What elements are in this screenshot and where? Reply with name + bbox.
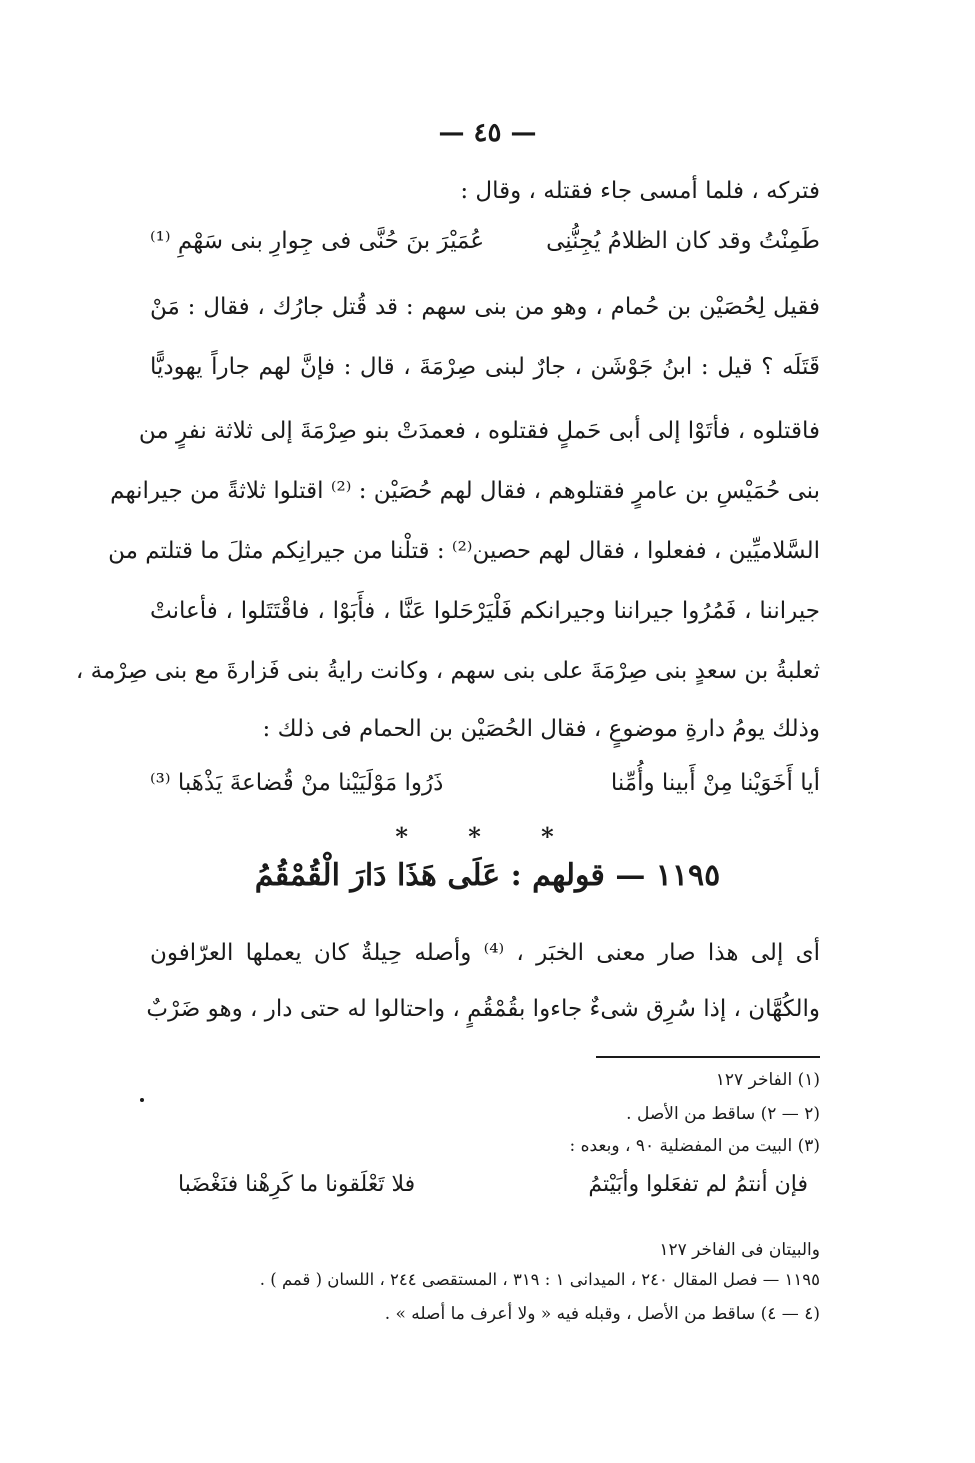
page-number: — ٤٥ — bbox=[438, 118, 537, 148]
ink-speck bbox=[140, 1098, 144, 1102]
footnote-verse bbox=[178, 1172, 808, 1197]
section-separator: * * * bbox=[395, 822, 580, 851]
entry-heading: ١١٩٥ — قولهم : عَلَى هَذَا دَارَ الْقُمْقُمُ bbox=[254, 858, 721, 893]
text-line: والكُهَّان ، إذا سُرِق شىءٌ جاءوا بقُمْقُمٍ ، واحتالوا له حتى دار ، وهو ضَرْبٌ bbox=[146, 996, 820, 1022]
verse-line bbox=[150, 770, 820, 796]
footnote-3: (٣) البيت من المفضلية ٩٠ ، وبعده : bbox=[569, 1136, 820, 1156]
footnote-1: (١) الفاخر ١٢٧ bbox=[715, 1070, 820, 1090]
text-line: ثعلبةُ بن سعدٍ بنى صِرْمَةَ على بنى سهم ، وكانت رايةُ بنى فَزارةَ مع بنى صِرْمة ، bbox=[75, 658, 820, 684]
text-line: وذلك يومُ دارةِ موضوعٍ ، فقال الحُصَيْن بن الحمام فى ذلك : bbox=[262, 716, 820, 742]
verse-first-hemistich: طَمِنْتُ وقد كان الظلامُ يُجِنُّنِى bbox=[546, 228, 820, 254]
footnote-entry-sources: ١١٩٥ — فصل المقال ٢٤٠ ، الميدانى ١ : ٣١٩ ، المستقصى ٢٤٤ ، اللسان ( قمم ) . bbox=[259, 1270, 820, 1289]
verse-second-hemistich: ذَرُوا مَوْلَيَيْنا منْ قُضاعةَ يَذْهَبا ⁽³⁾ bbox=[150, 770, 444, 796]
verse-first-hemistich: فإن أنتمُ لم تفعَلوا وأبَيْتمُ bbox=[588, 1172, 808, 1197]
footnote-3-note: والبيتان فى الفاخر ١٢٧ bbox=[659, 1240, 820, 1260]
text-line: جيراننا ، فَمُرُوا جيراننا وجيرانكم فَلْيَرْحَلوا عَنَّا ، فأَبَوْا ، فاقْتَتَلوا ، فأعانتْ bbox=[150, 598, 820, 624]
text-line: بنى حُمَيْسِ بن عامرٍ فقتلوهم ، فقال لهم حُصَيْن : ⁽²⁾ اقتلوا ثلاثةً من جيرانهم bbox=[110, 478, 820, 504]
verse-line bbox=[150, 228, 820, 254]
text-line: فاقتلوه ، فأتَوْا إلى أبى حَملٍ فقتلوه ، فعمدَتْ بنو صِرْمَةَ إلى ثلاثة نفرٍ من bbox=[138, 418, 820, 444]
verse-first-hemistich: أيا أَخَوَيْنا مِنْ أَبينا وأُمِّنا bbox=[610, 770, 820, 796]
verse-second-hemistich: فلا تَعْلَقونا ما كَرِهْنا فنَغْضَبا bbox=[178, 1172, 416, 1197]
text-line: السَّلاميِّين ، ففعلوا ، فقال لهم حصين⁽²⁾ : قتلْنا من جيرانِكم مثلَ ما قتلتم من bbox=[108, 538, 820, 564]
footnote-4: (٤ — ٤) ساقط من الأصل ، وقبله فيه « ولا أعرف ما أصله » . bbox=[384, 1304, 820, 1324]
verse-second-hemistich: عُمَيْرَ بنَ حُنَّى فى جِوارِ بنى سَهْمِ ⁽¹⁾ bbox=[150, 228, 485, 254]
text-line: فقيل لِحُصَيْن بن حُمام ، وهو من بنى سهم : قد قُتل جارُك ، فقال : مَنْ bbox=[150, 294, 820, 320]
text-line: فتركه ، فلما أمسى جاء فقتله ، وقال : bbox=[460, 178, 820, 204]
footnote-divider bbox=[596, 1056, 820, 1058]
text-line: أى إلى هذا صار معنى الخبَر ، ⁽⁴⁾ وأصله حِيلةٌ كان يعملها العرّافون bbox=[150, 940, 820, 966]
footnote-2: (٢ — ٢) ساقط من الأصل . bbox=[626, 1104, 820, 1124]
text-line: قَتَلَه ؟ قيل : ابنُ جَوْشَن ، جارٌ لبنى صِرْمَةَ ، قال : فإنَّ لهم جاراً يهوديًّا bbox=[150, 354, 820, 380]
